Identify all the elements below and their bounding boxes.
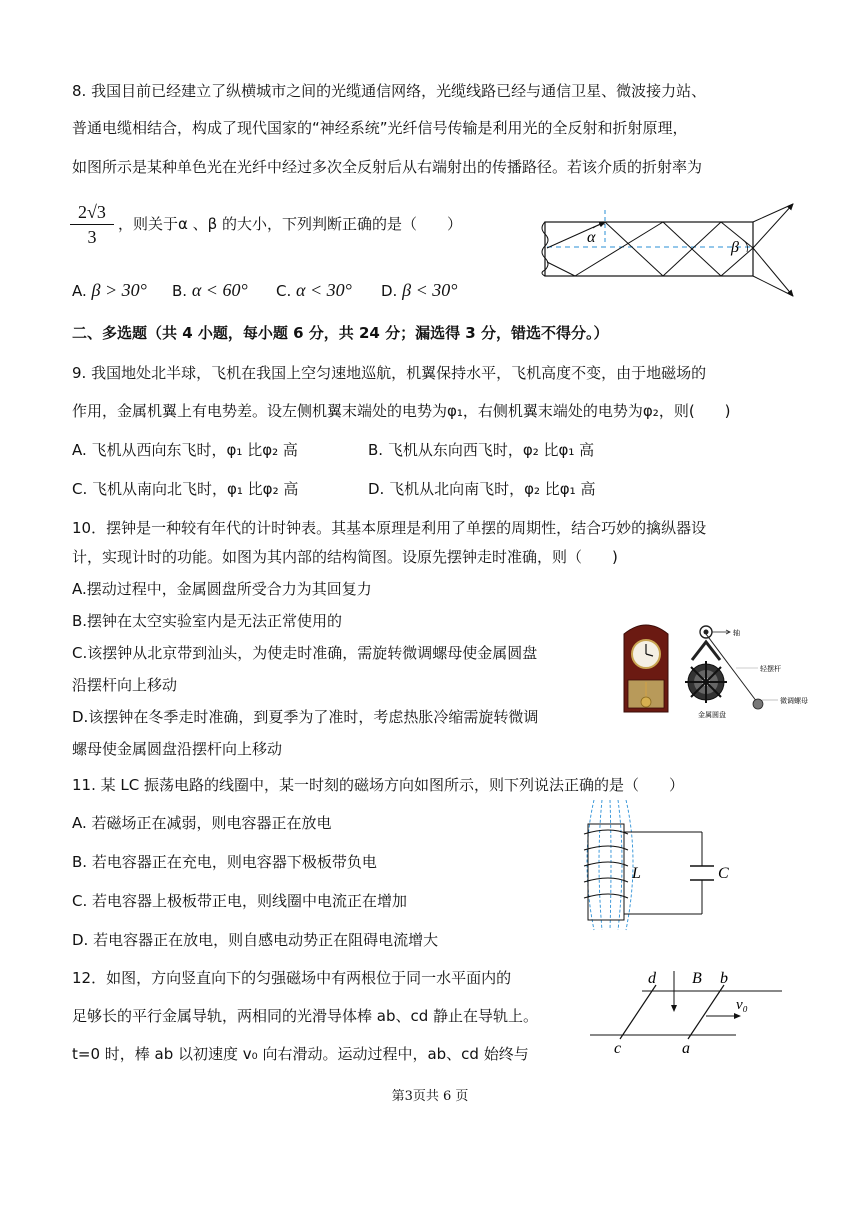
q8-option-a-label: A. [72, 282, 87, 300]
q8-option-b-text: α < 60° [191, 280, 248, 300]
q10-option-a[interactable]: A.摆动过程中，金属圆盘所受合力为其回复力 [72, 580, 372, 598]
q9-option-a[interactable]: A. 飞机从西向东飞时，φ₁ 比φ₂ 高 [72, 441, 298, 459]
q8-option-d-label: D. [381, 282, 398, 300]
q11-option-b[interactable]: B. 若电容器正在充电，则电容器下极板带负电 [72, 853, 377, 871]
fig-alpha-label: α [587, 229, 596, 246]
q9-line1: 9. 我国地处北半球，飞机在我国上空匀速地巡航，机翼保持水平，飞机高度不变，由于地磁场的 [72, 364, 707, 382]
q11-option-d[interactable]: D. 若电容器正在放电，则自感电动势正在阻碍电流增大 [72, 931, 439, 949]
q9-option-b[interactable]: B. 飞机从东向西飞时，φ₂ 比φ₁ 高 [368, 441, 595, 459]
q8-frac-denominator: 3 [87, 227, 97, 247]
q8-option-a[interactable] [72, 279, 147, 302]
q8-option-a-text: β > 30° [91, 280, 147, 300]
fig-beta-label: β [731, 239, 739, 256]
q8-line3: 如图所示是某种单色光在光纤中经过多次全反射后从右端射出的传播路径。若该介质的折射率为 [72, 158, 703, 176]
q12-line3: t=0 时，棒 ab 以初速度 v₀ 向右滑动。运动过程中，ab、cd 始终与 [72, 1045, 529, 1063]
q8-option-c-text: α < 30° [296, 280, 352, 300]
q8-option-b[interactable] [172, 279, 248, 302]
q10-option-d-line1[interactable]: D.该摆钟在冬季走时准确，到夏季为了准时，考虑热胀冷缩需旋转微调 [72, 708, 539, 726]
fig-label-rod: 轻摆杆 [760, 665, 781, 673]
q8-line4: ，则关于α 、β 的大小，下列判断正确的是（ ） [118, 215, 462, 233]
q10-option-d-line2[interactable]: 螺母使金属圆盘沿摆杆向上移动 [72, 740, 283, 758]
q8-line1: 8. 我国目前已经建立了纵横城市之间的光缆通信网络，光缆线路已经与通信卫星、微波接力站、 [72, 82, 707, 100]
q12-line2: 足够长的平行金属导轨，两相同的光滑导体棒 ab、cd 静止在导轨上。 [72, 1007, 539, 1025]
q8-line2: 普通电缆相结合，构成了现代国家的“神经系统”光纤信号传输是利用光的全反射和折射原理， [72, 119, 688, 137]
fig-v0-label: v₀ [736, 997, 748, 1013]
fig-d-label: d [648, 970, 656, 987]
optical-fiber-figure [535, 188, 805, 303]
rails-figure [586, 965, 786, 1060]
fig-label-nut: 微调螺母 [780, 697, 808, 705]
fig-label-disc: 金属圆盘 [698, 711, 726, 719]
q10-option-b[interactable]: B.摆钟在太空实验室内是无法正常使用的 [72, 612, 343, 630]
fig-C-label: C [718, 865, 729, 882]
fig-label-axis: 轴 [733, 629, 740, 637]
lc-circuit-figure [572, 800, 742, 935]
fig-a-label: a [682, 1040, 690, 1057]
q8-option-b-label: B. [172, 282, 188, 300]
q12-line1: 12．如图，方向竖直向下的匀强磁场中有两根位于同一水平面内的 [72, 969, 512, 987]
q11-line1: 11. 某 LC 振荡电路的线圈中，某一时刻的磁场方向如图所示，则下列说法正确的是（ ） [72, 776, 684, 794]
q9-option-d[interactable]: D. 飞机从北向南飞时，φ₂ 比φ₁ 高 [368, 480, 596, 498]
fig-b-label: b [720, 970, 728, 987]
q8-option-c-label: C. [276, 282, 292, 300]
q8-fraction [70, 200, 114, 249]
fig-L-label: L [632, 865, 641, 882]
q10-line2: 计，实现计时的功能。如图为其内部的结构简图。设原先摆钟走时准确，则（ ) [72, 548, 618, 566]
q8-option-d[interactable] [381, 279, 457, 302]
pendulum-clock-figure [612, 620, 834, 722]
section-2-heading: 二、多选题（共 4 小题，每小题 6 分，共 24 分；漏选得 3 分，错选不得分。） [72, 324, 609, 342]
q11-option-a[interactable]: A. 若磁场正在减弱，则电容器正在放电 [72, 814, 332, 832]
q9-line2: 作用，金属机翼上有电势差。设左侧机翼末端处的电势为φ₁，右侧机翼末端处的电势为φ₂，则( ) [72, 402, 731, 420]
q10-line1: 10．摆钟是一种较有年代的计时钟表。其基本原理是利用了单摆的周期性，结合巧妙的擒纵器设 [72, 519, 707, 537]
q8-option-d-text: β < 30° [402, 280, 458, 300]
q8-frac-numerator: 2√3 [70, 200, 114, 225]
q10-option-c-line1[interactable]: C.该摆钟从北京带到汕头，为使走时准确，需旋转微调螺母使金属圆盘 [72, 644, 538, 662]
q8-option-c[interactable] [276, 279, 352, 302]
page-footer: 第3页共 6 页 [391, 1089, 469, 1104]
q10-option-c-line2[interactable]: 沿摆杆向上移动 [72, 676, 178, 694]
fig-c-label: c [614, 1040, 622, 1057]
q11-option-c[interactable]: C. 若电容器上极板带正电，则线圈中电流正在增加 [72, 892, 408, 910]
q9-option-c[interactable]: C. 飞机从南向北飞时，φ₁ 比φ₂ 高 [72, 480, 299, 498]
fig-B-label: B [692, 970, 702, 987]
